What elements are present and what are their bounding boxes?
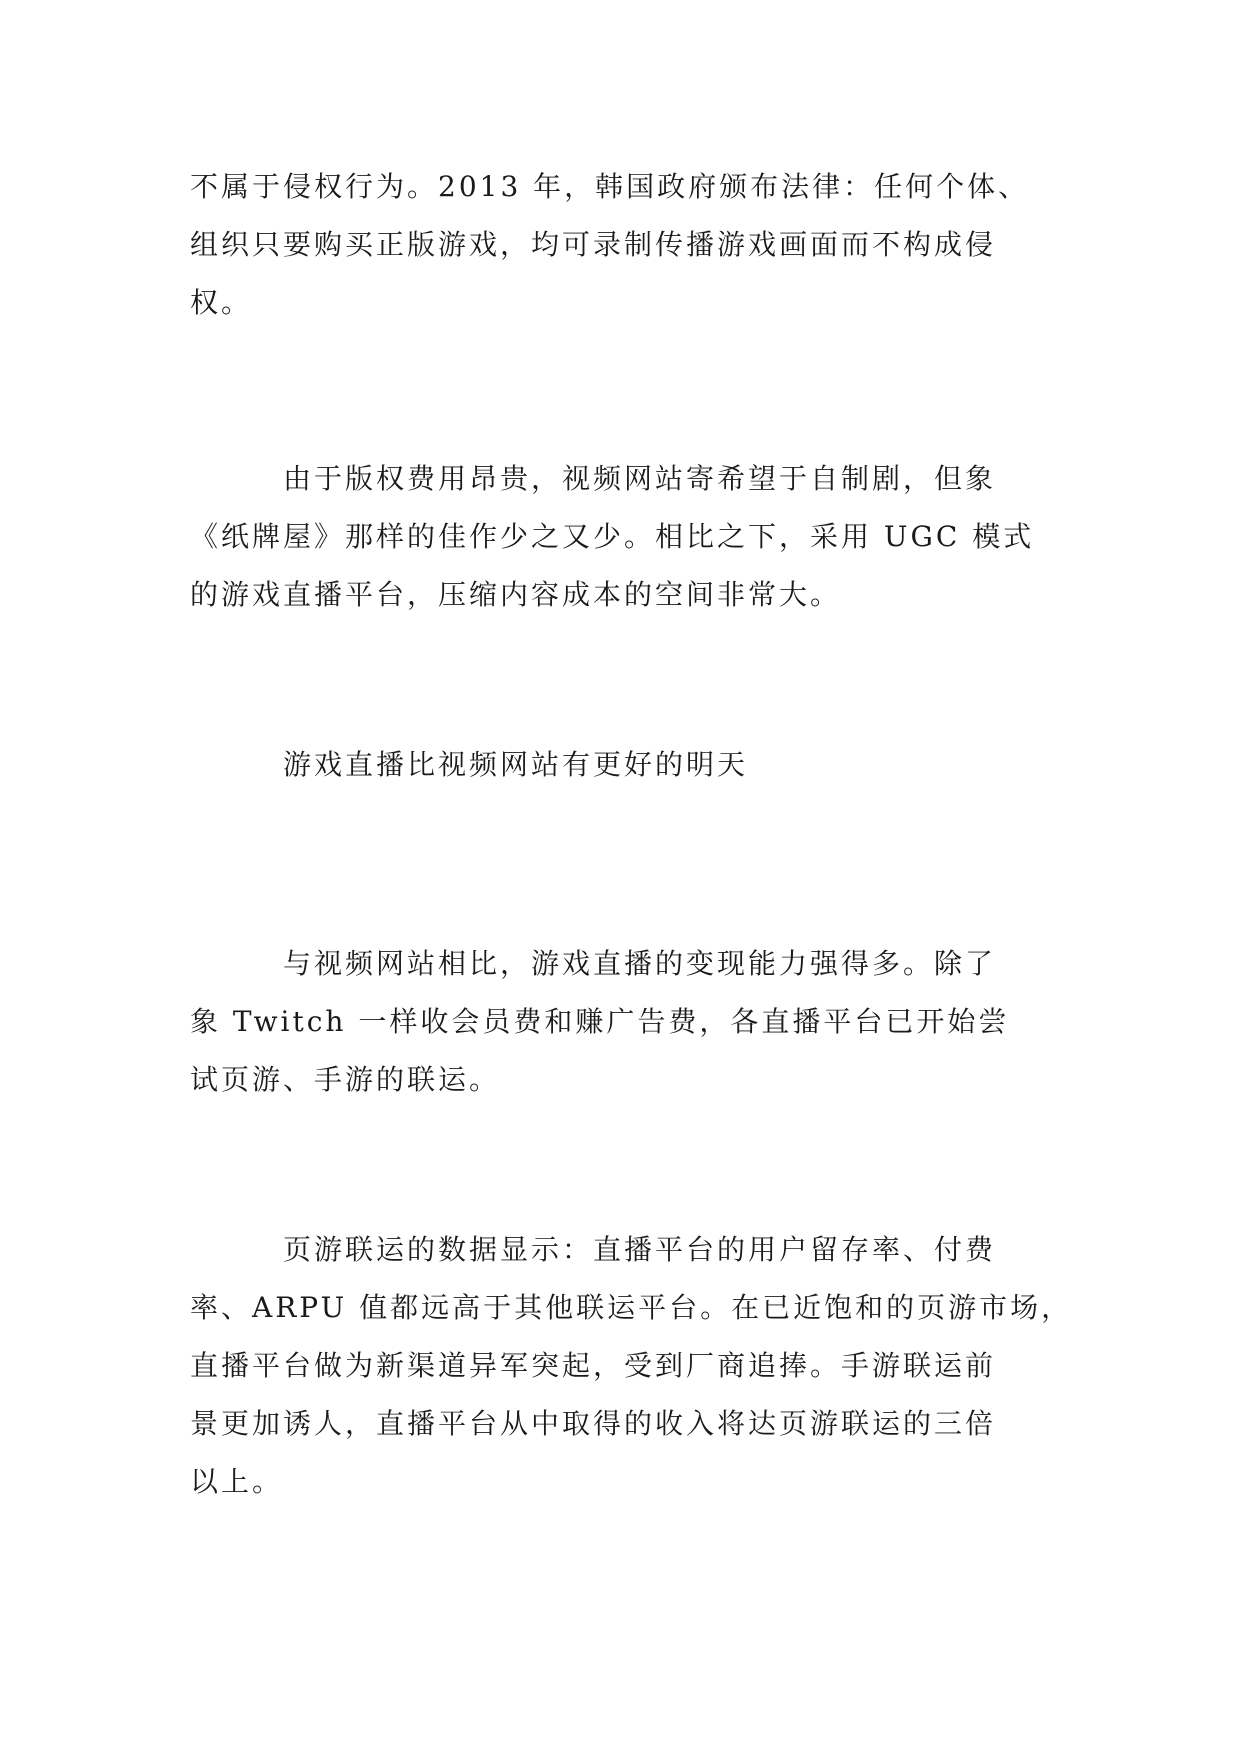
text-line: 由于版权费用昂贵，视频网站寄希望于自制剧，但象 [190, 462, 997, 495]
text-line: 页游联运的数据显示：直播平台的用户留存率、付费 [190, 1233, 997, 1266]
paragraph-joint-operation-data [190, 1221, 1073, 1511]
text-line: 直播平台做为新渠道异军突起，受到厂商追捧。手游联运前 [190, 1349, 997, 1382]
paragraph-monetization [190, 935, 1052, 1109]
text-line: 率、ARPU 值都远高于其他联运平台。在已近饱和的页游市场， [190, 1291, 1073, 1324]
text-line: 的游戏直播平台，压缩内容成本的空间非常大。 [190, 578, 842, 611]
text-line: 以上。 [190, 1465, 284, 1498]
paragraph-legal-note [190, 158, 1052, 332]
text-line: 景更加诱人，直播平台从中取得的收入将达页游联运的三倍 [190, 1407, 997, 1440]
text-line: 试页游、手游的联运。 [190, 1063, 501, 1096]
section-heading [190, 736, 1052, 794]
text-line: 与视频网站相比，游戏直播的变现能力强得多。除了 [190, 947, 997, 980]
text-line: 游戏直播比视频网站有更好的明天 [190, 748, 749, 781]
paragraph-copyright-cost [190, 450, 1052, 624]
text-line: 权。 [190, 286, 253, 319]
text-line: 组织只要购买正版游戏，均可录制传播游戏画面而不构成侵 [190, 228, 997, 261]
text-line: 不属于侵权行为。2013 年，韩国政府颁布法律：任何个体、 [190, 170, 1030, 203]
text-line: 象 Twitch 一样收会员费和赚广告费，各直播平台已开始尝 [190, 1005, 1010, 1038]
text-line: 《纸牌屋》那样的佳作少之又少。相比之下，采用 UGC 模式 [190, 520, 1035, 553]
